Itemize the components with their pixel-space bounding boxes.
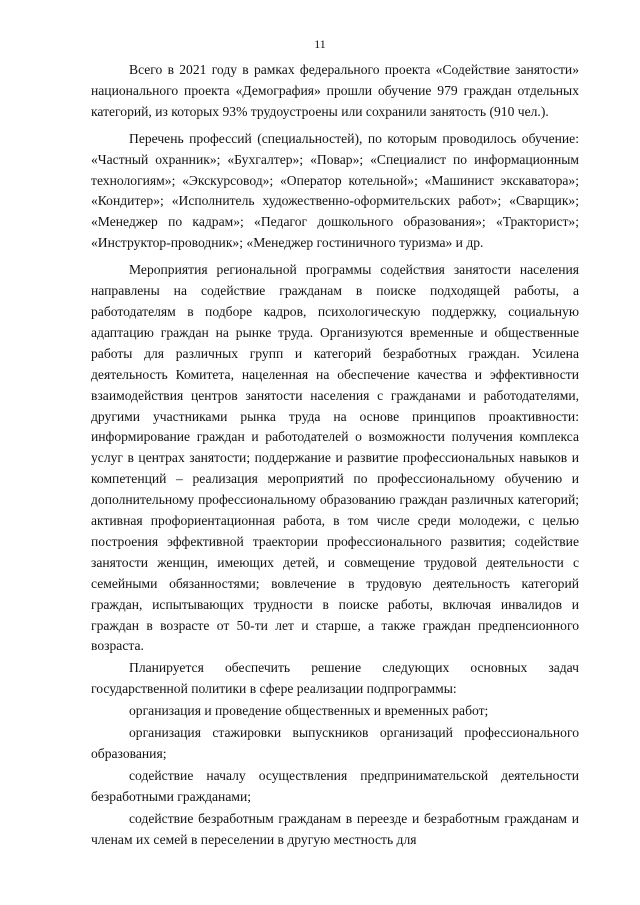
list-item-entrepreneurship: содействие началу осуществления предпринимательской деятельности безработными гражданами; <box>91 767 579 804</box>
paragraph-professions-list: Перечень профессий (специальностей), по которым проводилось обучение: «Частный охранник»; «Бухгалтер»; «Повар»; «Специалист по информационным технологиям»; «Экскурсовод»; «Оператор котельной»; «Машинист экскаватора»; «Кондитер»; «Исполнитель художественно-оформительских работ»; «Сварщик»; «Менеджер по кадрам»; «Педагог дошкольного образования»; «Тракторист»; «Инструктор-проводник»; «Менеджер гостиничного туризма» и др. <box>91 130 579 251</box>
paragraph-planned-tasks: Планируется обеспечить решение следующих основных задач государственной политики в сфере реализации подпрограммы: <box>91 660 579 697</box>
list-item-internships: организация стажировки выпускников организаций профессионального образования; <box>91 725 579 761</box>
paragraph-program-measures: Мероприятия региональной программы содействия занятости населения направлены на содействие гражданам в поиске подходящей работы, а работодателям в подборе кадров, психологическую поддержку, социальную адаптацию граждан на рынке труда. Организуются временные и общественные работы для различных групп и категорий безработных граждан. Усилена деятельность Комитета, нацеленная на обеспечение качества и эффективности взаимодействия центров занятости населения с гражданами и работодателями, другими участниками рынка труда на основе принципов проактивности: информирование граждан и работодателей о возможности получения комплекса услуг в центрах занятости; поддержание и развитие профессиональных навыков и компетенций – реализация мероприятий по профессиональному обучению и дополнительному профессиональному образованию граждан различных категорий; активная профориентационная работа, в том числе среди молодежи, с целью построения эффективной траектории профессионального развития; содействие занятости женщин, имеющих детей, и совмещение трудовой деятельности с семейными обязанностями; вовлечение в трудовую деятельность категорий граждан, испытывающих трудности в поиске работы, включая инвалидов и граждан в возрасте от 50-ти лет и старше, а также граждан предпенсионного возраста. <box>91 262 579 654</box>
document-body <box>91 60 579 851</box>
list-item-relocation: содействие безработным гражданам в переезде и безработным гражданам и членам их семей в переселении в другую местность для <box>91 810 579 847</box>
paragraph-training-results: Всего в 2021 году в рамках федерального проекта «Содействие занятости» национального проекта «Демография» прошли обучение 979 граждан отдельных категорий, из которых 93% трудоустроены или сохранили занятость (910 чел.). <box>91 62 579 119</box>
list-item-public-works: организация и проведение общественных и временных работ; <box>129 703 489 719</box>
page-number: 11 <box>314 37 326 51</box>
